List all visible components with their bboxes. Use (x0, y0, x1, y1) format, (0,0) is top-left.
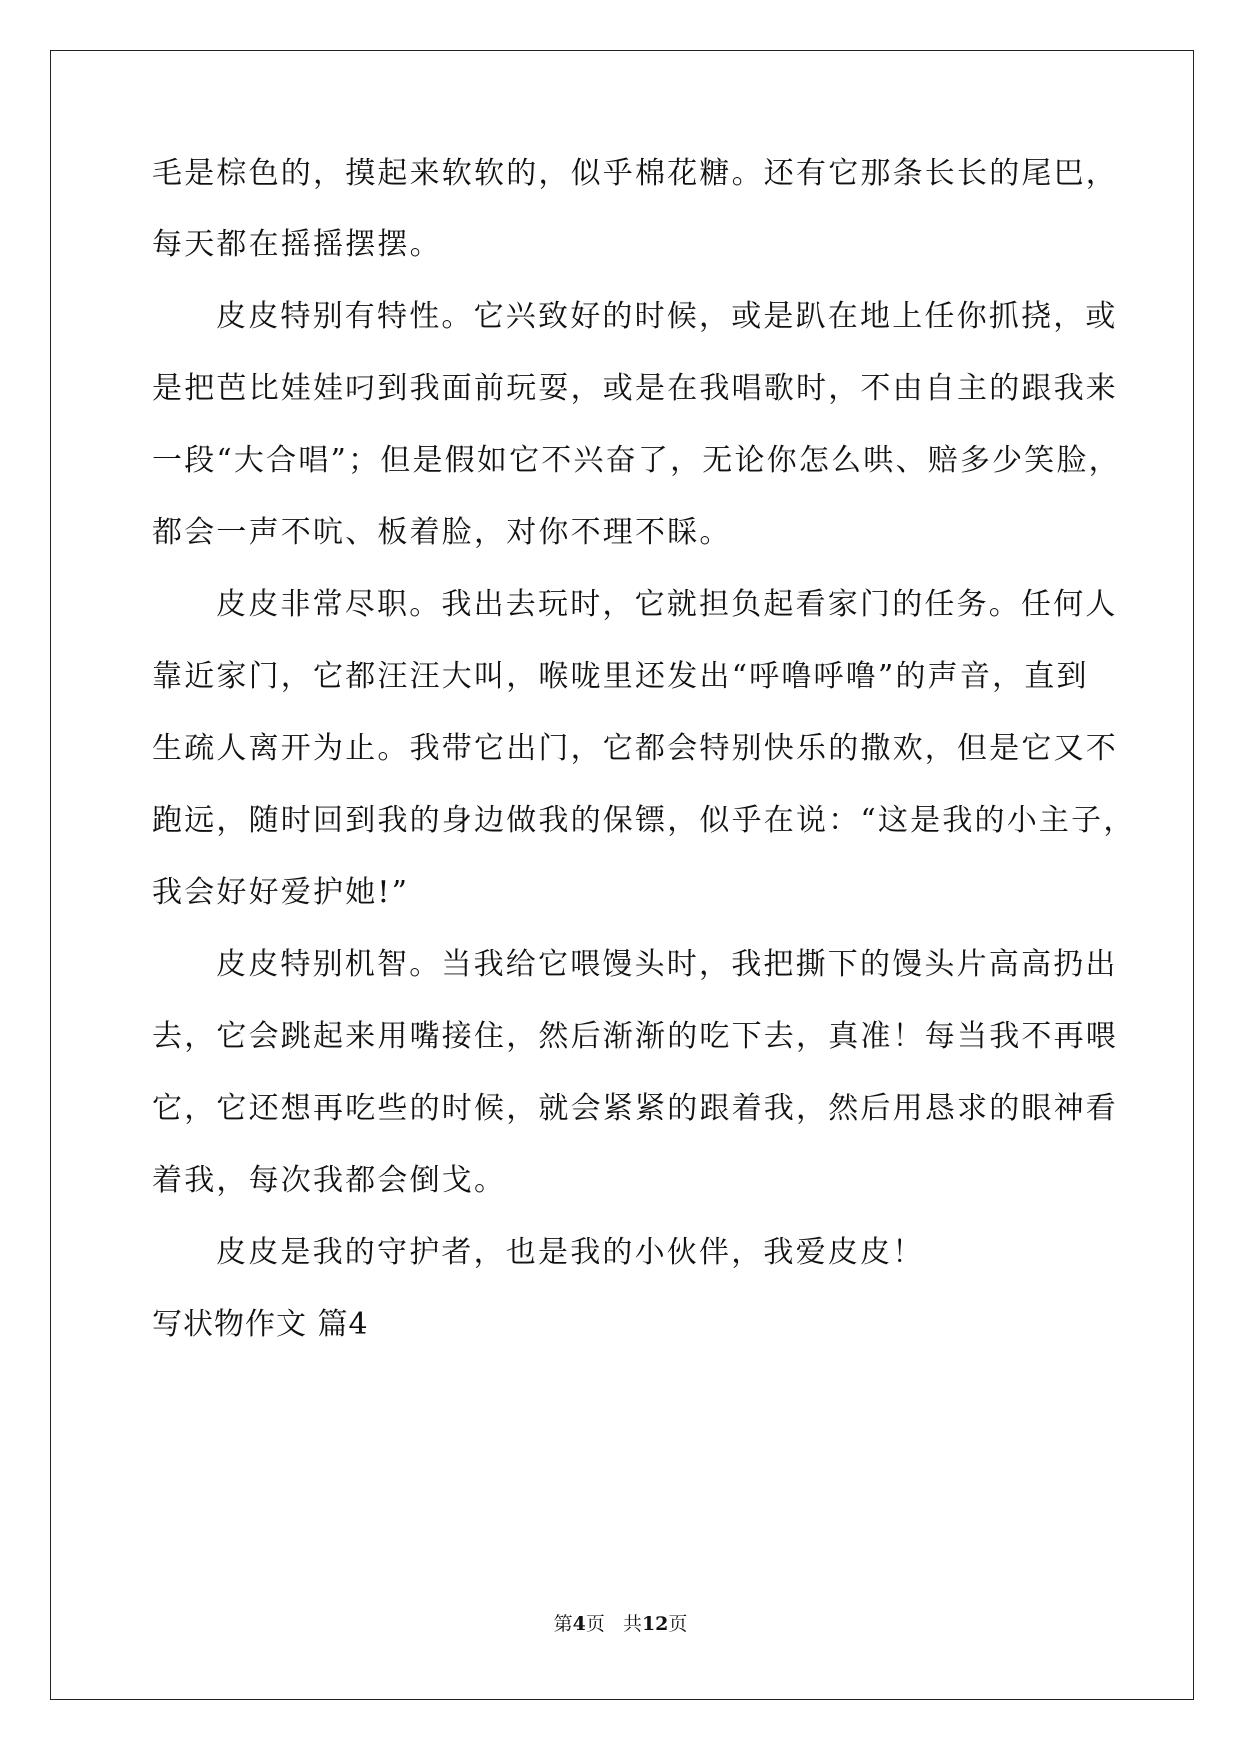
body-line-11: 我会好好爱护她!” (152, 875, 410, 910)
footer-mid: 页 共 (585, 1613, 642, 1635)
body-line-7: 皮皮非常尽职。我出去玩时，它就担负起看家门的任务。任何人 (216, 587, 1118, 622)
footer-suffix: 页 (668, 1613, 688, 1635)
footer-total-pages: 12 (641, 1613, 669, 1635)
body-line-10: 跑远，随时回到我的身边做我的保镖，似乎在说：“这是我的小主子， (152, 803, 1136, 838)
body-line-1: 毛是棕色的，摸起来软软的，似乎棉花糖。还有它那条长长的尾巴， (152, 156, 1118, 191)
body-line-4: 是把芭比娃娃叼到我面前玩耍，或是在我唱歌时，不由自主的跟我来 (152, 371, 1118, 406)
footer-prefix: 第 (553, 1613, 573, 1635)
body-line-9: 生疏人离开为止。我带它出门，它都会特别快乐的撒欢，但是它又不 (152, 731, 1118, 766)
body-line-13: 去，它会跳起来用嘴接住，然后渐渐的吃下去，真准！每当我不再喂 (152, 1019, 1118, 1054)
body-line-8: 靠近家门，它都汪汪大叫，喉咙里还发出“呼噜呼噜”的声音，直到 (152, 659, 1089, 694)
body-line-5: 一段“大合唱”；但是假如它不兴奋了，无论你怎么哄、赔多少笑脸， (152, 443, 1121, 478)
body-line-15: 着我，每次我都会倒戈。 (152, 1163, 507, 1198)
body-line-16: 皮皮是我的守护者，也是我的小伙伴，我爱皮皮！ (216, 1235, 925, 1270)
body-line-12: 皮皮特别机智。当我给它喂馒头时，我把撕下的馒头片高高扔出 (216, 947, 1118, 982)
body-line-6: 都会一声不吭、板着脸，对你不理不睬。 (152, 515, 732, 550)
body-line-3: 皮皮特别有特性。它兴致好的时候，或是趴在地上任你抓挠，或 (216, 299, 1118, 334)
page-footer (0, 1612, 1241, 1636)
footer-page-number: 4 (572, 1613, 586, 1635)
section-heading: 写状物作文 篇4 (152, 1307, 369, 1342)
body-line-2: 每天都在摇摇摆摆。 (152, 227, 442, 262)
body-line-14: 它，它还想再吃些的时候，就会紧紧的跟着我，然后用恳求的眼神看 (152, 1091, 1118, 1126)
